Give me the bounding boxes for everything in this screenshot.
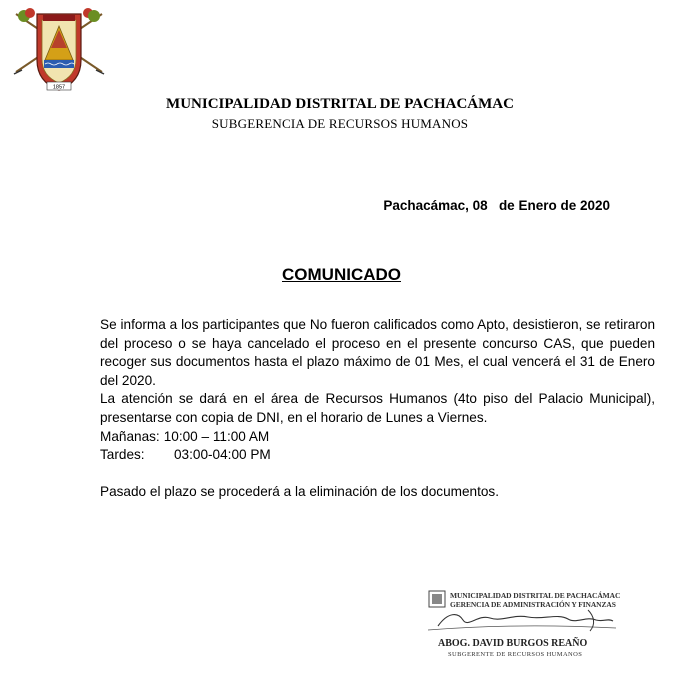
- schedule-morning-time: 10:00 – 11:00 AM: [163, 428, 270, 444]
- municipal-crest-logo: [10, 4, 108, 98]
- stamp-line-1: MUNICIPALIDAD DISTRITAL DE PACHACÁMAC: [450, 591, 621, 600]
- stamp-line-2: GERENCIA DE ADMINISTRACIÓN Y FINANZAS: [450, 600, 616, 609]
- document-date: Pachacámac, 08 de Enero de 2020: [383, 198, 610, 213]
- schedule-afternoon: [100, 446, 655, 465]
- crest-year: 1857: [52, 84, 66, 91]
- schedule-morning: [100, 428, 655, 447]
- signatory-name: ABOG. DAVID BURGOS REAÑO: [438, 638, 588, 649]
- organization-title: MUNICIPALIDAD DISTRITAL DE PACHACÁMAC: [166, 96, 514, 112]
- department-subtitle: SUBGERENCIA DE RECURSOS HUMANOS: [211, 116, 469, 131]
- handwritten-signature: [418, 604, 618, 634]
- signatory-role: SUBGERENTE DE RECURSOS HUMANOS: [448, 651, 583, 658]
- body-paragraph-1: Se informa a los participantes que No fueron calificados como Apto, desistieron, se retiraron del proceso o se haya cancelado el proceso en el presente concurso CAS, que pueden recoger sus documentos hasta el plazo máximo de 01 Mes, el cual vencerá el 31 de Enero del 2020.: [100, 317, 655, 388]
- signature-stamp: [418, 588, 621, 668]
- document-body: [100, 316, 655, 501]
- body-paragraph-2: La atención se dará en el área de Recursos Humanos (4to piso del Palacio Municipal), presentarse con copia de DNI, en el horario de Lunes a Viernes.: [100, 391, 655, 425]
- schedule-afternoon-label: Tardes:: [100, 447, 145, 463]
- closing-paragraph: Pasado el plazo se procederá a la eliminación de los documentos.: [100, 483, 499, 499]
- schedule-afternoon-time: 03:00-04:00 PM: [174, 447, 271, 463]
- document-title: COMUNICADO: [282, 265, 401, 284]
- schedule-morning-label: Mañanas:: [100, 428, 160, 444]
